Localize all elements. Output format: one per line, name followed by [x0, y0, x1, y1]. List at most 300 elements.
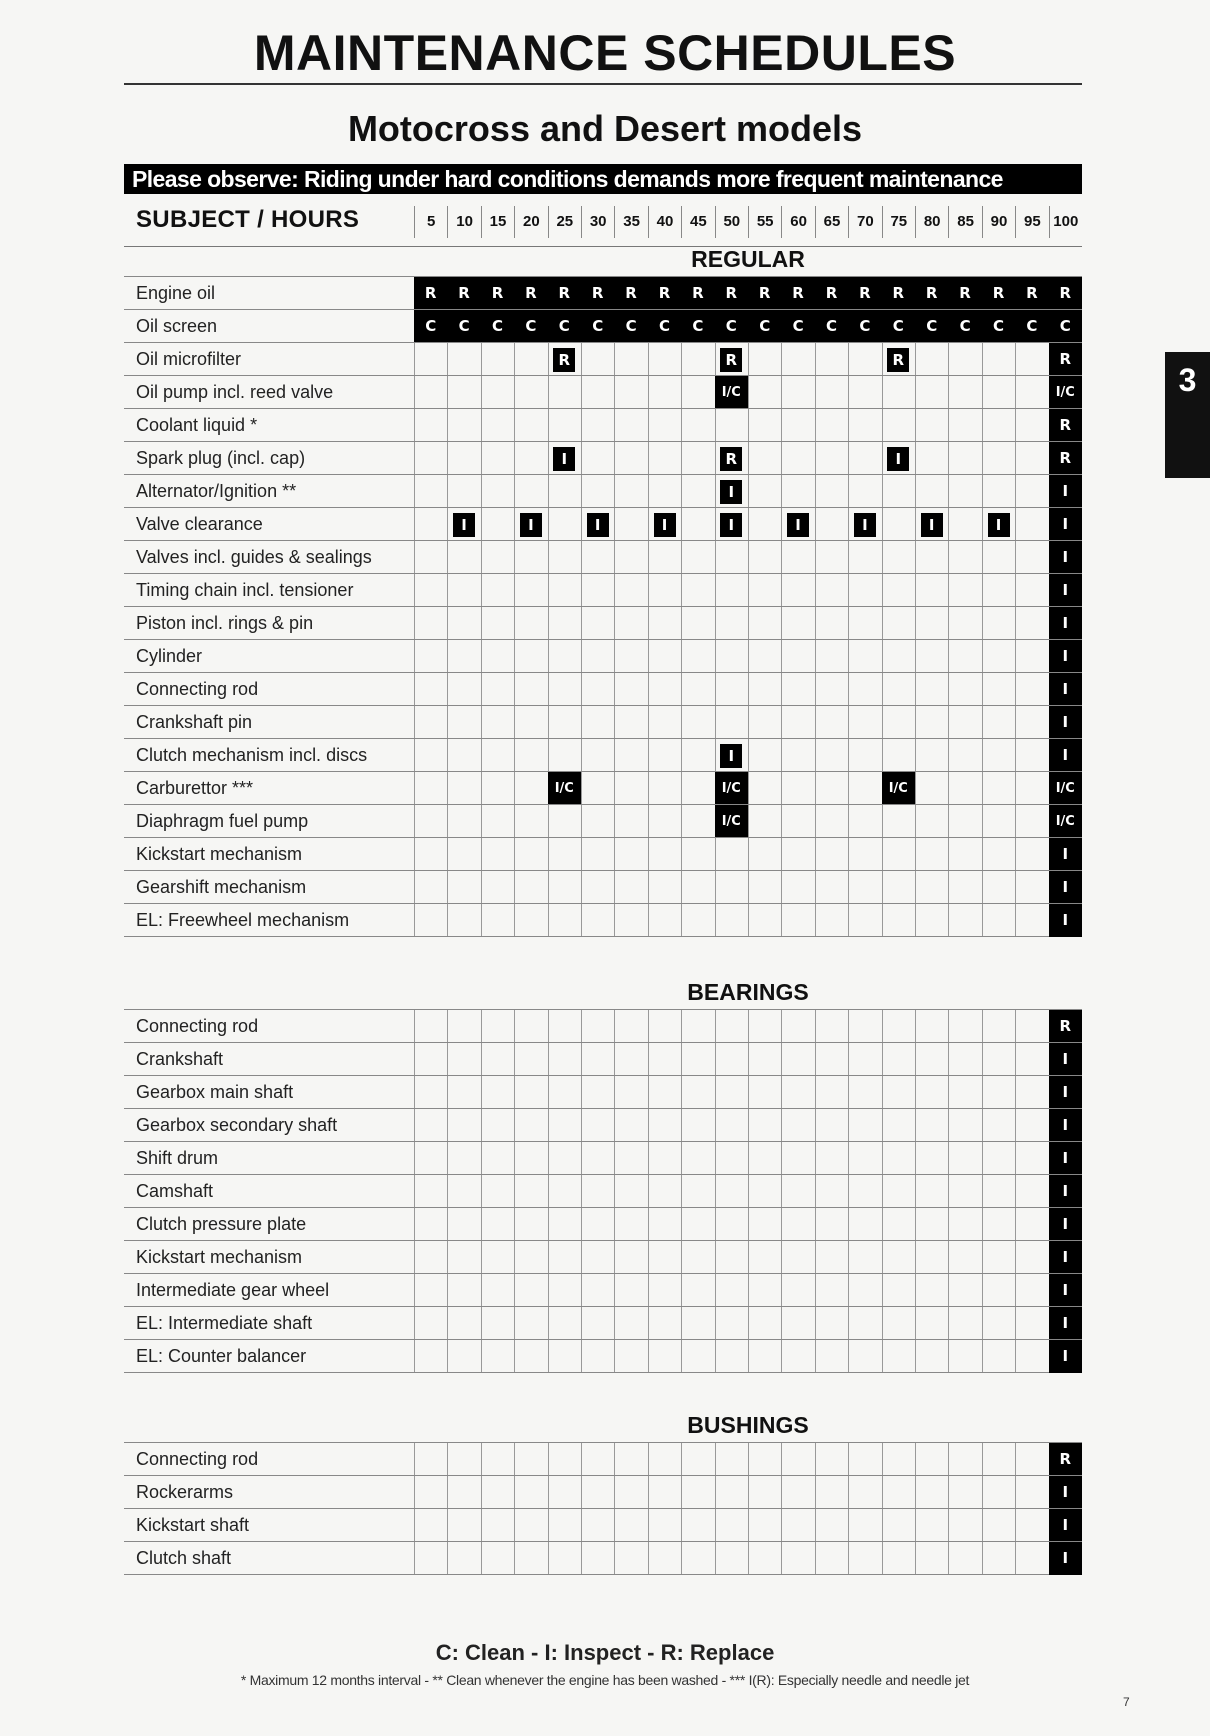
grid-cell	[1015, 607, 1048, 639]
grid-cell	[481, 838, 514, 870]
grid-cell	[614, 607, 647, 639]
grid-cell	[648, 871, 681, 903]
grid-cell	[1015, 1241, 1048, 1273]
grid-cell	[614, 1443, 647, 1475]
grid-cell	[882, 1076, 915, 1108]
grid-cell	[882, 1010, 915, 1042]
grid-cell	[982, 1241, 1015, 1273]
grid-cell	[815, 541, 848, 573]
grid-cell	[748, 1109, 781, 1141]
grid-cell	[948, 1307, 981, 1339]
grid-cell	[781, 805, 814, 837]
grid-cell	[815, 805, 848, 837]
grid-cell	[481, 805, 514, 837]
grid-cell	[915, 442, 948, 474]
grid-cell	[581, 1476, 614, 1508]
grid-cell	[848, 475, 881, 507]
grid-cell	[748, 1175, 781, 1207]
grid-cell	[514, 871, 547, 903]
grid-cell	[614, 475, 647, 507]
grid-cell	[948, 1542, 981, 1574]
grid-cell	[948, 1043, 981, 1075]
schedule-mark: R	[648, 277, 681, 310]
grid-cell	[414, 640, 447, 672]
grid-cell	[1015, 1274, 1048, 1306]
grid-cell	[581, 1076, 614, 1108]
grid-cell	[648, 1509, 681, 1541]
grid-cell	[481, 409, 514, 441]
grid-cell	[882, 475, 915, 507]
grid-cell	[414, 838, 447, 870]
grid-cell	[882, 1109, 915, 1141]
grid-cell	[681, 871, 714, 903]
table-row	[124, 771, 1082, 804]
schedule-mark: R	[715, 277, 748, 310]
grid-cell	[514, 805, 547, 837]
grid-cell	[614, 1109, 647, 1141]
grid-cell	[915, 343, 948, 375]
grid-cell	[514, 1109, 547, 1141]
grid-cell	[982, 376, 1015, 408]
grid-cell	[982, 1208, 1015, 1240]
grid-cell	[815, 838, 848, 870]
grid-cell	[815, 1043, 848, 1075]
schedule-mark: R	[1049, 277, 1082, 310]
grid-cell	[815, 343, 848, 375]
grid-cell	[614, 838, 647, 870]
grid-cell	[581, 1208, 614, 1240]
grid-cell	[1015, 1542, 1048, 1574]
grid-cell	[1015, 871, 1048, 903]
grid-cell	[681, 772, 714, 804]
grid-cell	[748, 904, 781, 936]
schedule-mark: I	[988, 513, 1010, 537]
grid-cell	[447, 607, 480, 639]
grid-cell	[681, 475, 714, 507]
grid-cell	[548, 1274, 581, 1306]
table-row	[124, 375, 1082, 408]
schedule-mark: I	[1049, 904, 1082, 937]
grid-cell	[781, 673, 814, 705]
grid-cell	[514, 673, 547, 705]
schedule-mark: R	[581, 277, 614, 310]
grid-cell	[447, 1476, 480, 1508]
row-label: Connecting rod	[136, 679, 259, 699]
grid-cell	[414, 772, 447, 804]
grid-cell	[1015, 739, 1048, 771]
grid-cell	[648, 739, 681, 771]
grid-cell	[948, 805, 981, 837]
grid-cell	[447, 1542, 480, 1574]
grid-cell	[648, 1307, 681, 1339]
grid-cell	[915, 409, 948, 441]
schedule-mark: I	[1049, 1142, 1082, 1175]
grid-cell	[514, 1340, 547, 1372]
grid-cell	[481, 475, 514, 507]
grid-cell	[614, 1142, 647, 1174]
schedule-mark: R	[982, 277, 1015, 310]
grid-cell	[781, 1307, 814, 1339]
grid-cell	[548, 706, 581, 738]
schedule-mark: R	[681, 277, 714, 310]
table-row	[124, 1042, 1082, 1075]
grid-cell	[614, 640, 647, 672]
grid-cell	[548, 1010, 581, 1042]
grid-cell	[548, 1043, 581, 1075]
grid-cell	[548, 1076, 581, 1108]
grid-cell	[681, 1443, 714, 1475]
grid-cell	[681, 805, 714, 837]
grid-cell	[681, 838, 714, 870]
grid-cell	[781, 1076, 814, 1108]
grid-cell	[748, 574, 781, 606]
grid-cell	[915, 475, 948, 507]
grid-cell	[648, 1340, 681, 1372]
schedule-mark: I	[921, 513, 943, 537]
grid-cell	[915, 1274, 948, 1306]
grid-cell	[715, 1175, 748, 1207]
grid-cell	[748, 838, 781, 870]
grid-cell	[648, 1010, 681, 1042]
table-row	[124, 1207, 1082, 1240]
grid-cell	[882, 640, 915, 672]
grid-cell	[715, 1307, 748, 1339]
schedule-mark: C	[614, 310, 647, 343]
row-label: Clutch mechanism incl. discs	[136, 745, 368, 765]
table-row	[124, 1108, 1082, 1141]
grid-cell	[915, 541, 948, 573]
schedule-mark: R	[1015, 277, 1048, 310]
grid-cell	[982, 1076, 1015, 1108]
table-row	[124, 738, 1082, 771]
grid-cell	[882, 1241, 915, 1273]
grid-cell	[681, 1340, 714, 1372]
grid-cell	[882, 1340, 915, 1372]
grid-cell	[948, 838, 981, 870]
grid-cell	[581, 1443, 614, 1475]
grid-cell	[882, 1542, 915, 1574]
grid-cell	[681, 1010, 714, 1042]
grid-cell	[982, 607, 1015, 639]
schedule-mark: R	[1049, 1010, 1082, 1043]
grid-cell	[815, 1175, 848, 1207]
schedule-mark: I	[1049, 1043, 1082, 1076]
schedule-mark: I	[854, 513, 876, 537]
grid-cell	[514, 904, 547, 936]
grid-cell	[948, 1443, 981, 1475]
grid-cell	[915, 1443, 948, 1475]
grid-cell	[481, 1175, 514, 1207]
grid-cell	[882, 574, 915, 606]
grid-cell	[548, 739, 581, 771]
grid-cell	[781, 838, 814, 870]
grid-cell	[414, 1241, 447, 1273]
grid-cell	[481, 904, 514, 936]
grid-cell	[815, 1542, 848, 1574]
grid-cell	[748, 805, 781, 837]
grid-cell	[581, 1274, 614, 1306]
grid-cell	[882, 1476, 915, 1508]
grid-cell	[514, 1142, 547, 1174]
grid-cell	[481, 1542, 514, 1574]
grid-cell	[581, 1142, 614, 1174]
grid-cell	[1015, 574, 1048, 606]
grid-cell	[982, 442, 1015, 474]
schedule-mark: C	[681, 310, 714, 343]
grid-cell	[581, 442, 614, 474]
row-label: Valve clearance	[136, 514, 263, 534]
grid-cell	[948, 739, 981, 771]
grid-cell	[414, 1307, 447, 1339]
grid-cell	[581, 1340, 614, 1372]
grid-cell	[481, 706, 514, 738]
grid-cell	[614, 1208, 647, 1240]
grid-cell	[781, 343, 814, 375]
grid-cell	[648, 805, 681, 837]
grid-cell	[481, 376, 514, 408]
grid-cell	[1015, 904, 1048, 936]
grid-cell	[882, 673, 915, 705]
schedule-mark: I	[587, 513, 609, 537]
grid-cell	[481, 1142, 514, 1174]
grid-cell	[447, 1274, 480, 1306]
grid-cell	[781, 574, 814, 606]
grid-cell	[614, 739, 647, 771]
grid-cell	[581, 1175, 614, 1207]
grid-cell	[614, 442, 647, 474]
grid-cell	[414, 541, 447, 573]
grid-cell	[748, 772, 781, 804]
grid-cell	[481, 739, 514, 771]
hour-col-20: 20	[514, 206, 547, 238]
grid-cell	[414, 607, 447, 639]
grid-cell	[481, 1241, 514, 1273]
grid-cell	[681, 541, 714, 573]
grid-cell	[581, 772, 614, 804]
grid-cell	[447, 1307, 480, 1339]
schedule-mark: R	[447, 277, 480, 310]
row-label: Alternator/Ignition **	[136, 481, 297, 501]
grid-cell	[447, 343, 480, 375]
grid-cell	[481, 772, 514, 804]
grid-cell	[715, 1340, 748, 1372]
grid-cell	[447, 475, 480, 507]
grid-cell	[982, 1175, 1015, 1207]
grid-cell	[548, 640, 581, 672]
schedule-mark: C	[414, 310, 447, 343]
grid-cell	[948, 541, 981, 573]
grid-cell	[447, 376, 480, 408]
grid-cell	[848, 343, 881, 375]
row-label: Crankshaft	[136, 1049, 224, 1069]
grid-cell	[715, 1274, 748, 1306]
grid-cell	[781, 442, 814, 474]
schedule-mark: I	[1049, 739, 1082, 772]
grid-cell	[748, 1043, 781, 1075]
grid-cell	[581, 1043, 614, 1075]
grid-cell	[1015, 1175, 1048, 1207]
grid-cell	[548, 541, 581, 573]
table-row	[124, 1141, 1082, 1174]
grid-cell	[815, 376, 848, 408]
grid-cell	[948, 1109, 981, 1141]
grid-cell	[1015, 1076, 1048, 1108]
grid-cell	[548, 871, 581, 903]
grid-cell	[1015, 442, 1048, 474]
hour-col-35: 35	[614, 206, 647, 238]
grid-cell	[915, 1076, 948, 1108]
grid-cell	[882, 904, 915, 936]
grid-cell	[1015, 376, 1048, 408]
grid-cell	[882, 1175, 915, 1207]
grid-cell	[614, 574, 647, 606]
grid-cell	[848, 904, 881, 936]
grid-cell	[748, 409, 781, 441]
grid-cell	[815, 1340, 848, 1372]
grid-cell	[581, 739, 614, 771]
grid-cell	[982, 1509, 1015, 1541]
grid-cell	[715, 1208, 748, 1240]
grid-cell	[514, 1542, 547, 1574]
grid-cell	[948, 1208, 981, 1240]
row-label: EL: Freewheel mechanism	[136, 910, 350, 930]
grid-cell	[481, 1076, 514, 1108]
grid-cell	[548, 508, 581, 540]
row-label: Timing chain incl. tensioner	[136, 580, 354, 600]
schedule-mark: C	[781, 310, 814, 343]
grid-cell	[514, 640, 547, 672]
grid-cell	[581, 607, 614, 639]
grid-cell	[414, 475, 447, 507]
grid-cell	[548, 376, 581, 408]
grid-cell	[1015, 772, 1048, 804]
grid-cell	[514, 1208, 547, 1240]
grid-cell	[748, 343, 781, 375]
grid-cell	[514, 1443, 547, 1475]
table-row	[124, 1541, 1082, 1575]
grid-cell	[882, 541, 915, 573]
grid-cell	[982, 706, 1015, 738]
grid-cell	[648, 541, 681, 573]
grid-cell	[882, 871, 915, 903]
grid-cell	[481, 1208, 514, 1240]
schedule-mark: C	[481, 310, 514, 343]
grid-cell	[948, 508, 981, 540]
grid-cell	[1015, 1476, 1048, 1508]
grid-cell	[581, 574, 614, 606]
table-row	[124, 639, 1082, 672]
grid-cell	[948, 1476, 981, 1508]
notice-banner: Please observe: Riding under hard conditions demands more frequent maintenance	[124, 164, 1082, 194]
hour-col-30: 30	[581, 206, 614, 238]
table-row	[124, 309, 1082, 342]
grid-cell	[1015, 640, 1048, 672]
grid-cell	[414, 904, 447, 936]
grid-cell	[648, 1175, 681, 1207]
grid-cell	[648, 1476, 681, 1508]
hour-col-15: 15	[481, 206, 514, 238]
schedule-mark: C	[648, 310, 681, 343]
grid-cell	[815, 640, 848, 672]
grid-cell	[614, 1010, 647, 1042]
grid-cell	[581, 1542, 614, 1574]
grid-cell	[481, 1274, 514, 1306]
grid-cell	[447, 904, 480, 936]
schedule-mark: I	[1049, 640, 1082, 673]
grid-cell	[982, 772, 1015, 804]
grid-cell	[781, 1175, 814, 1207]
schedule-mark: R	[1049, 442, 1082, 475]
grid-cell	[414, 376, 447, 408]
grid-cell	[614, 409, 647, 441]
schedule-mark: I	[1049, 574, 1082, 607]
grid-cell	[748, 1542, 781, 1574]
header-label: SUBJECT / HOURS	[136, 206, 360, 233]
grid-cell	[648, 442, 681, 474]
grid-cell	[481, 673, 514, 705]
grid-cell	[848, 1208, 881, 1240]
grid-cell	[681, 1307, 714, 1339]
grid-cell	[1015, 673, 1048, 705]
grid-cell	[748, 475, 781, 507]
grid-cell	[915, 1307, 948, 1339]
grid-cell	[781, 1542, 814, 1574]
schedule-mark: R	[720, 447, 742, 471]
schedule-mark: R	[614, 277, 647, 310]
grid-cell	[414, 706, 447, 738]
schedule-mark: C	[1049, 310, 1082, 343]
row-label: Coolant liquid *	[136, 415, 258, 435]
grid-cell	[915, 1509, 948, 1541]
grid-cell	[848, 772, 881, 804]
grid-cell	[681, 1109, 714, 1141]
grid-cell	[481, 343, 514, 375]
grid-cell	[915, 772, 948, 804]
schedule-mark: C	[915, 310, 948, 343]
grid-cell	[681, 1241, 714, 1273]
grid-cell	[915, 1340, 948, 1372]
grid-cell	[982, 409, 1015, 441]
grid-cell	[748, 376, 781, 408]
grid-cell	[648, 904, 681, 936]
grid-cell	[414, 409, 447, 441]
grid-cell	[748, 1509, 781, 1541]
grid-cell	[1015, 805, 1048, 837]
grid-cell	[781, 1443, 814, 1475]
grid-cell	[948, 640, 981, 672]
table-row	[124, 276, 1082, 309]
grid-cell	[548, 1443, 581, 1475]
grid-cell	[982, 1476, 1015, 1508]
schedule-mark: R	[1049, 1443, 1082, 1476]
grid-cell	[982, 1307, 1015, 1339]
grid-cell	[948, 1241, 981, 1273]
grid-cell	[948, 904, 981, 936]
grid-cell	[848, 574, 881, 606]
grid-cell	[781, 541, 814, 573]
table-row	[124, 474, 1082, 507]
grid-cell	[982, 1010, 1015, 1042]
grid-cell	[614, 706, 647, 738]
schedule-mark: I	[1049, 706, 1082, 739]
schedule-mark: I	[787, 513, 809, 537]
grid-cell	[815, 1274, 848, 1306]
grid-cell	[781, 739, 814, 771]
grid-cell	[748, 442, 781, 474]
grid-cell	[982, 904, 1015, 936]
grid-cell	[681, 1274, 714, 1306]
grid-cell	[447, 409, 480, 441]
